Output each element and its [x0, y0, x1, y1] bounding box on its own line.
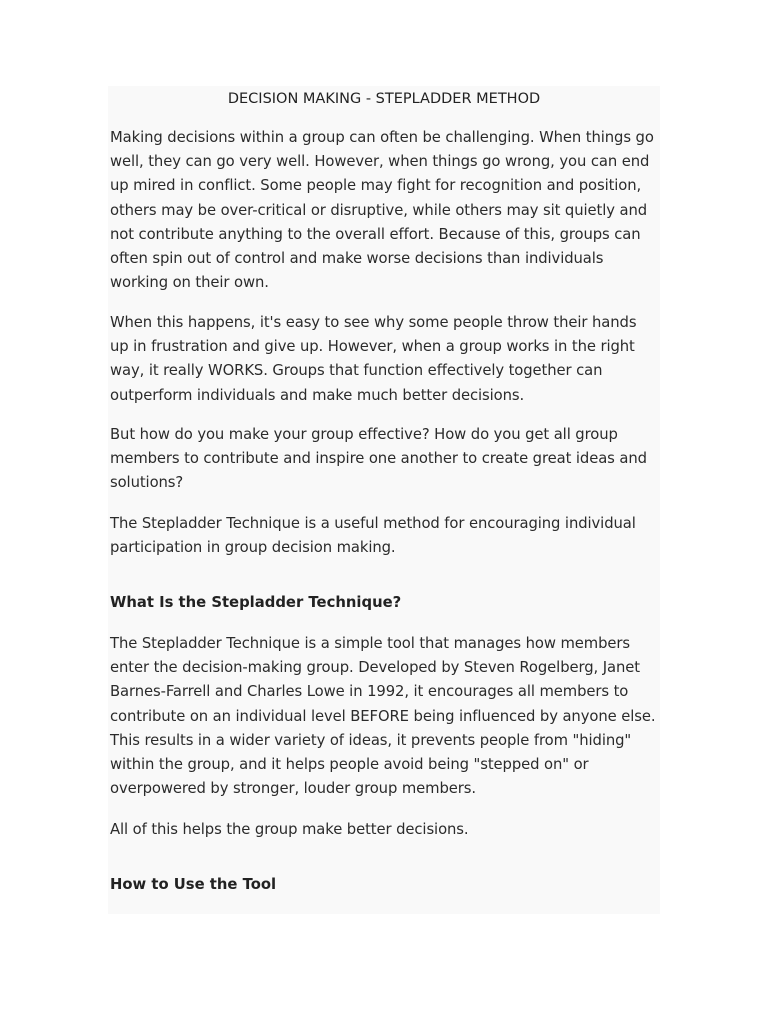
intro-paragraph-1: Making decisions within a group can often be challenging. When things go well, they can go very well. However, when things go wrong, you can end up mired in conflict. Some people may fight for recognition and position, others may be over-critical or disruptive, while others may sit quietly and not contribute anything to the overall effort. Because of this, groups can often spin out of control and make worse decisions than individuals working on their own. — [110, 129, 654, 292]
intro-paragraph-4: The Stepladder Technique is a useful method for encouraging individual participation in group decision making. — [110, 515, 636, 557]
intro-paragraph-2: When this happens, it's easy to see why some people throw their hands up in frustration and give up. However, when a group works in the right way, it really WORKS. Groups that function effectively together can outperform individuals and make much better decisions. — [110, 314, 637, 404]
document-page — [108, 86, 660, 914]
document-title: DECISION MAKING - STEPLADDER METHOD — [227, 91, 541, 107]
intro-paragraph-3: But how do you make your group effective? How do you get all group members to contribute and inspire one another to create great ideas and solutions? — [110, 426, 647, 492]
section-heading-what-is: What Is the Stepladder Technique? — [110, 594, 402, 611]
section1-paragraph-1: The Stepladder Technique is a simple tool that manages how members enter the decision-making group. Developed by Steven Rogelberg, Janet Barnes-Farrell and Charles Lowe in 1992, it encourages all members to contribute on an individual level BEFORE being influenced by anyone else. This results in a wider variety of ideas, it prevents people from "hiding" within the group, and it helps people avoid being "stepped on" or overpowered by stronger, louder group members. — [110, 635, 656, 798]
section1-paragraph-2: All of this helps the group make better decisions. — [110, 821, 469, 838]
section-heading-how-to-use: How to Use the Tool — [110, 876, 277, 893]
